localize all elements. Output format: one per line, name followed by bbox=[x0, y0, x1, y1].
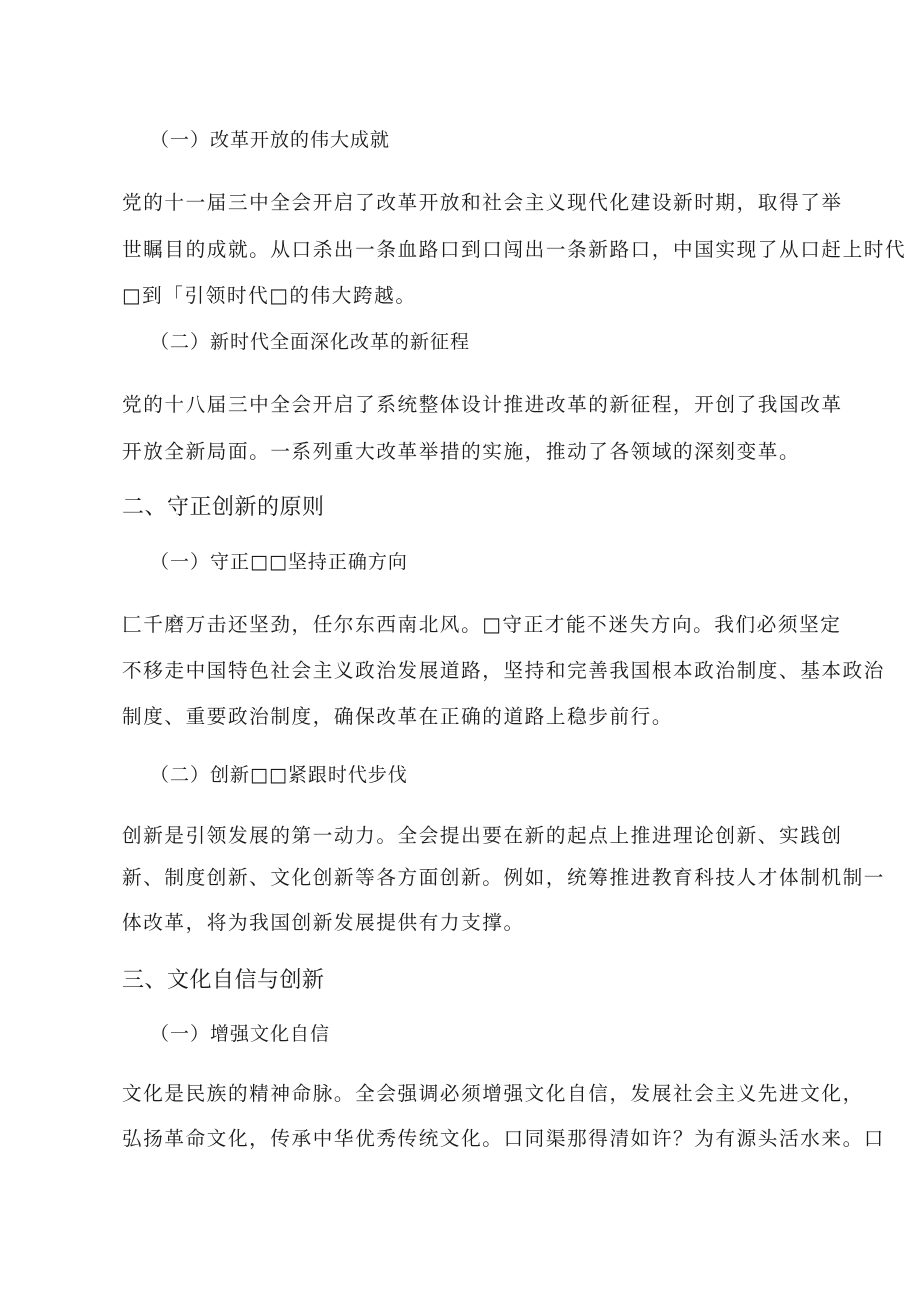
paragraph-line: 开放全新局面。一系列重大改革举措的实施，推动了各领域的深刻变革。 bbox=[122, 440, 801, 463]
paragraph-line: 新、制度创新、文化创新等各方面创新。例如，统筹推进教育科技人才体制机制一 bbox=[122, 866, 885, 889]
paragraph-line: 弘扬革命文化，传承中华优秀传统文化。口同渠那得清如许？为有源头活水来。口 bbox=[122, 1127, 885, 1150]
subheading-strengthen-culture: （一）增强文化自信 bbox=[150, 1023, 331, 1045]
subheading-reform-achievements: （一）改革开放的伟大成就 bbox=[150, 129, 391, 151]
paragraph-line: 党的十八届三中全会开启了系统整体设计推进改革的新征程，开创了我国改革 bbox=[122, 393, 843, 416]
paragraph-line: 创新是引领发展的第一动力。全会提出要在新的起点上推进理论创新、实践创 bbox=[122, 824, 843, 847]
subheading-new-journey: （二）新时代全面深化改革的新征程 bbox=[150, 331, 471, 353]
subheading-uphold-fundamentals: （一）守正□□坚持正确方向 bbox=[150, 551, 408, 573]
heading-principles: 二、守正创新的原则 bbox=[122, 495, 325, 520]
paragraph-line: □到「引领时代□的伟大跨越。 bbox=[122, 284, 417, 307]
subheading-innovation: （二）创新□□紧跟时代步伐 bbox=[150, 764, 408, 786]
heading-cultural-confidence: 三、文化自信与创新 bbox=[122, 968, 325, 993]
paragraph-line: 制度、重要政治制度，确保改革在正确的道路上稳步前行。 bbox=[122, 705, 674, 728]
paragraph-line: 党的十一届三中全会开启了改革开放和社会主义现代化建设新时期，取得了举 bbox=[122, 191, 843, 214]
paragraph-line: 文化是民族的精神命脉。全会强调必须增强文化自信，发展社会主义先进文化， bbox=[122, 1082, 864, 1105]
paragraph-line: 世瞩目的成就。从口杀出一条血路口到口闯出一条新路口，中国实现了从口赶上时代 bbox=[122, 238, 907, 261]
paragraph-line: 体改革，将为我国创新发展提供有力支撑。 bbox=[122, 911, 525, 934]
paragraph-line: 匚千磨万击还坚劲，任尔东西南北风。□守正才能不迷失方向。我们必须坚定 bbox=[122, 613, 842, 636]
paragraph-line: 不移走中国特色社会主义政治发展道路，坚持和完善我国根本政治制度、基本政治 bbox=[122, 659, 885, 682]
